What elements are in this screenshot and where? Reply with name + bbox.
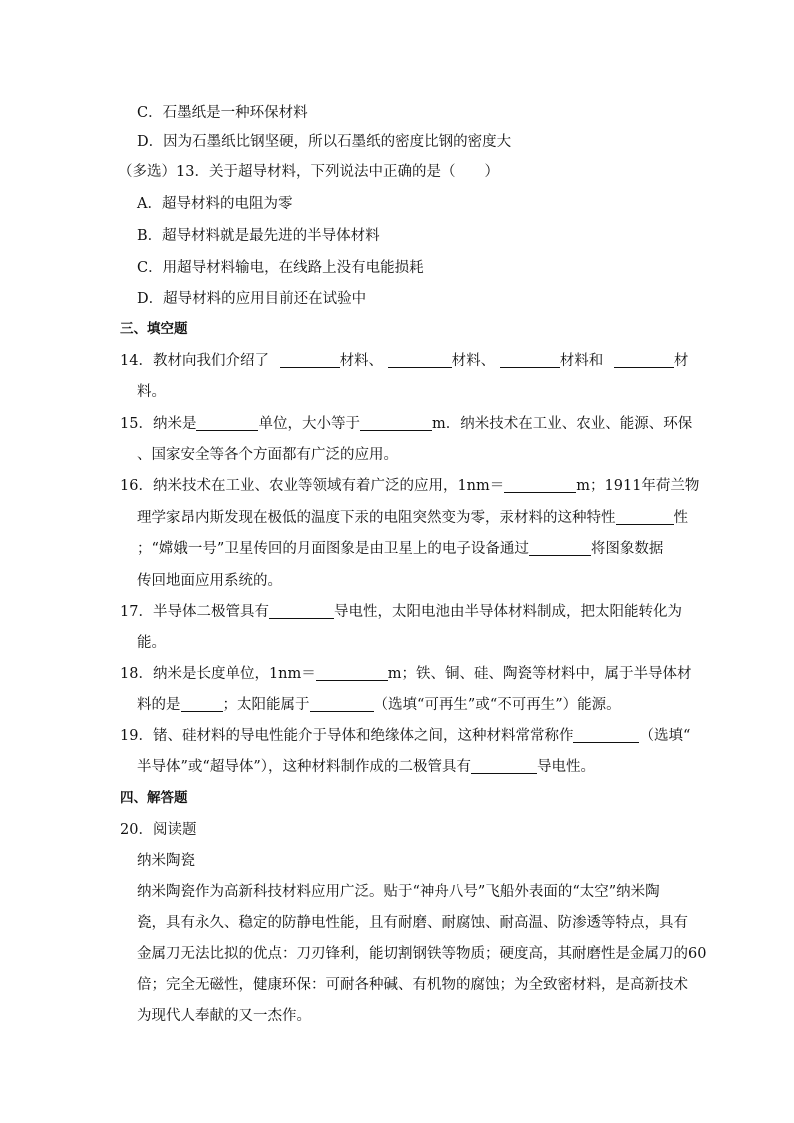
q16-line-1 bbox=[120, 471, 699, 502]
q19-text: 导电性。 bbox=[537, 759, 595, 775]
q15-line-1 bbox=[120, 409, 692, 440]
q14-line-2: 料。 bbox=[137, 384, 166, 400]
q18-blank-3[interactable] bbox=[310, 693, 374, 712]
q20-stem: 20．阅读题 bbox=[120, 822, 197, 838]
q19-blank-1[interactable] bbox=[573, 724, 639, 743]
passage-line: 瓷，具有永久、稳定的防静电性能，且有耐磨、耐腐蚀、耐高温、防渗透等特点，具有 bbox=[137, 915, 688, 931]
q16-text: m；1911年荷兰物 bbox=[576, 478, 700, 494]
q18-text: （选填“可再生”或“不可再生”）能源。 bbox=[373, 697, 621, 713]
q19-line-2 bbox=[137, 752, 595, 783]
q19-text: 19．锗、硅材料的导电性能介于导体和绝缘体之间，这种材料常常称作 bbox=[120, 728, 574, 744]
q13-option-c: C．用超导材料输电，在线路上没有电能损耗 bbox=[137, 260, 424, 276]
q17-line-1 bbox=[120, 597, 682, 628]
q14-blank-3[interactable] bbox=[500, 349, 560, 368]
q17-text: 17．半导体二极管具有 bbox=[120, 604, 269, 620]
q17-blank-1[interactable] bbox=[269, 600, 334, 619]
q16-text: 16．纳米技术在工业、农业等领域有着广泛的应用，1nm＝ bbox=[120, 478, 505, 494]
q16-line-4: 传回地面应用系统的。 bbox=[137, 573, 282, 589]
q18-text: m；铁、铜、硅、陶瓷等材料中，属于半导体材 bbox=[387, 666, 692, 682]
q14-text: 14．教材向我们介绍了 bbox=[120, 353, 269, 369]
q16-blank-2[interactable] bbox=[616, 506, 674, 525]
q14-text: 材料、 bbox=[451, 353, 496, 369]
q17-text: 导电性，太阳电池由半导体材料制成，把太阳能转化为 bbox=[333, 604, 682, 620]
q16-text: 将图象数据 bbox=[590, 541, 664, 557]
q14-text: 材料和 bbox=[559, 353, 604, 369]
passage-line: 为现代人奉献的又一杰作。 bbox=[137, 1008, 311, 1024]
passage-line: 纳米陶瓷作为高新科技材料应用广泛。贴于“神舟八号”飞船外表面的“太空”纳米陶 bbox=[137, 884, 660, 900]
q14-blank-1[interactable] bbox=[280, 349, 340, 368]
q18-text: ；太阳能属于 bbox=[222, 697, 310, 713]
section-heading-answer: 四、解答题 bbox=[120, 790, 188, 806]
q16-text: ；“嫦娥一号”卫星传回的月面图象是由卫星上的电子设备通过 bbox=[137, 541, 529, 557]
q19-text: 半导体”或“超导体”），这种材料制作成的二极管具有 bbox=[137, 759, 471, 775]
q15-blank-2[interactable] bbox=[360, 412, 432, 431]
q16-blank-1[interactable] bbox=[504, 474, 576, 493]
q13-option-b: B．超导材料就是最先进的半导体材料 bbox=[137, 228, 380, 244]
q18-blank-1[interactable] bbox=[316, 662, 388, 681]
q15-text: m．纳米技术在工业、农业、能源、环保 bbox=[431, 416, 693, 432]
q12-option-d: D．因为石墨纸比钢坚硬，所以石墨纸的密度比钢的密度大 bbox=[137, 134, 512, 150]
q14-line-1 bbox=[120, 346, 688, 377]
q14-blank-2[interactable] bbox=[388, 349, 452, 368]
q16-blank-3[interactable] bbox=[529, 537, 591, 556]
q14-text: 材料、 bbox=[339, 353, 384, 369]
q16-text: 性 bbox=[673, 510, 688, 526]
q16-text: 理学家昂内斯发现在极低的温度下汞的电阻突然变为零，汞材料的这种特性 bbox=[137, 510, 616, 526]
q19-blank-2[interactable] bbox=[471, 755, 537, 774]
q14-text: 材 bbox=[673, 353, 689, 369]
q15-blank-1[interactable] bbox=[196, 412, 258, 431]
q18-line-1 bbox=[120, 659, 692, 690]
q12-option-c: C．石墨纸是一种环保材料 bbox=[137, 105, 308, 121]
q13-option-a: A．超导材料的电阻为零 bbox=[137, 196, 293, 212]
q18-line-2 bbox=[137, 690, 621, 721]
passage-line: 金属刀无法比拟的优点：刀刃锋利，能切割钢铁等物质；硬度高，其耐磨性是金属刀的60 bbox=[137, 946, 707, 962]
section-heading-fill-blank: 三、填空题 bbox=[120, 321, 188, 337]
passage-title: 纳米陶瓷 bbox=[137, 853, 195, 869]
q13-option-d: D．超导材料的应用目前还在试验中 bbox=[137, 291, 367, 307]
q16-line-2 bbox=[137, 503, 688, 534]
q14-blank-4[interactable] bbox=[614, 349, 674, 368]
q15-text: 15．纳米是 bbox=[120, 416, 197, 432]
q19-line-1 bbox=[120, 721, 690, 752]
q15-text: 单位，大小等于 bbox=[258, 416, 360, 432]
q18-blank-2[interactable] bbox=[181, 693, 223, 712]
q13-stem: （多选）13．关于超导材料，下列说法中正确的是（ ） bbox=[118, 164, 499, 180]
q17-line-2: 能。 bbox=[137, 635, 166, 651]
q15-line-2: 、国家安全等各个方面都有广泛的应用。 bbox=[137, 447, 398, 463]
passage-line: 倍；完全无磁性，健康环保：可耐各种碱、有机物的腐蚀；为全致密材料，是高新技术 bbox=[137, 977, 688, 993]
q18-text: 18．纳米是长度单位，1nm＝ bbox=[120, 666, 316, 682]
q18-text: 料的是 bbox=[137, 697, 181, 713]
q19-text: （选填“ bbox=[639, 728, 691, 744]
q16-line-3 bbox=[137, 534, 663, 565]
